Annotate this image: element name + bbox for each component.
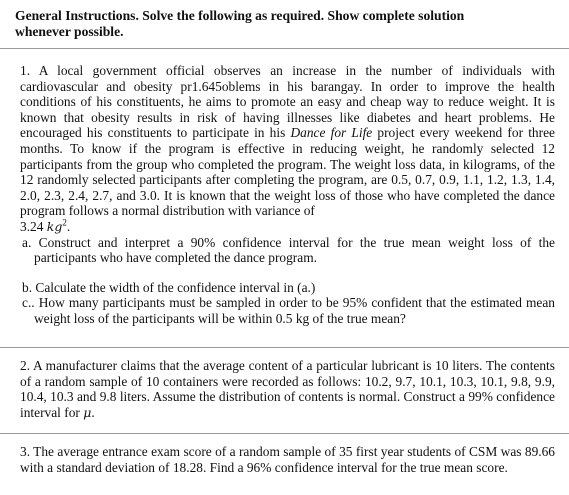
problem-1-section bbox=[0, 51, 569, 348]
problem-1-text-part1: A local government official observes an increase in the number of individuals with cardiovascular and obesity pr1.645oblems in his barangay. In order to improve the health conditions of his constituents, he aims to promote an easy and cheap way to reduce weight. It is known that obesity results in risk of having illnesses like diabetes and heart problems. He encouraged his constituents to participate in his bbox=[20, 63, 555, 141]
general-instructions: General Instructions. Solve the following as required. Show complete solution whenever possible. bbox=[15, 8, 465, 39]
problem-3-statement: 3. The average entrance exam score of a random sample of 35 first year students of CSM was 89.66 with a standard deviation of 18.28. Find a 96% confidence interval for the true mean score. bbox=[20, 444, 555, 475]
mu-symbol: μ bbox=[83, 404, 92, 420]
problem-1-number: 1. bbox=[20, 63, 31, 78]
spacer bbox=[20, 266, 555, 280]
problem-1-statement bbox=[20, 63, 555, 235]
problem-1-part-a: a. Construct and interpret a 90% confidence interval for the true mean weight loss of the participants who have completed the dance program. bbox=[22, 234, 555, 266]
problem-1-part-b: b. Calculate the width of the confidence interval in (a.) bbox=[22, 279, 316, 295]
problem-2-statement bbox=[20, 358, 555, 420]
variance-unit: kg bbox=[46, 218, 63, 234]
problem-1-text-part2: project every weekend for three months. To know if the program is effective in reducing weight, he randomly selected 12 participants from the group who completed the program. The weight loss data, in kilograms, of the 12 randomly selected participants after completing the program, are 0.5, 0.7, 0.9, 1.1, 1.2, 1.3, 1.4, 2.0, 2.3, 2.4, 2.7, and 3.0. It is known that the weight loss of those who have completed the dance program follows a normal distribution with variance of bbox=[20, 125, 555, 219]
problem-2-text: 2. A manufacturer claims that the average content of a particular lubricant is 10 liters. The contents of a random sample of 10 containers were recorded as follows: 10.2, 9.7, 10.1, 10.3, 10.1, 9.8, 9.9, 10.4, 10.3 and 9.8 liters. Assume the distribution of contents is normal. Construct a 99% confidence interval for bbox=[20, 358, 555, 420]
variance-value: 3.24 bbox=[20, 218, 44, 234]
instructions-header bbox=[0, 0, 569, 49]
project-name: Dance for Life bbox=[290, 125, 373, 141]
problem-1-part-c: c.. How many participants must be sampled in order to be 95% confident that the estimated mean weight loss of the participants will be within 0.5 kg of the true mean? bbox=[22, 295, 555, 326]
problem-3-section bbox=[0, 435, 569, 495]
variance-exponent: 2 bbox=[62, 217, 67, 228]
problem-2-section bbox=[0, 349, 569, 434]
variance-end: . bbox=[66, 218, 71, 234]
problem-2-end: . bbox=[91, 404, 95, 420]
